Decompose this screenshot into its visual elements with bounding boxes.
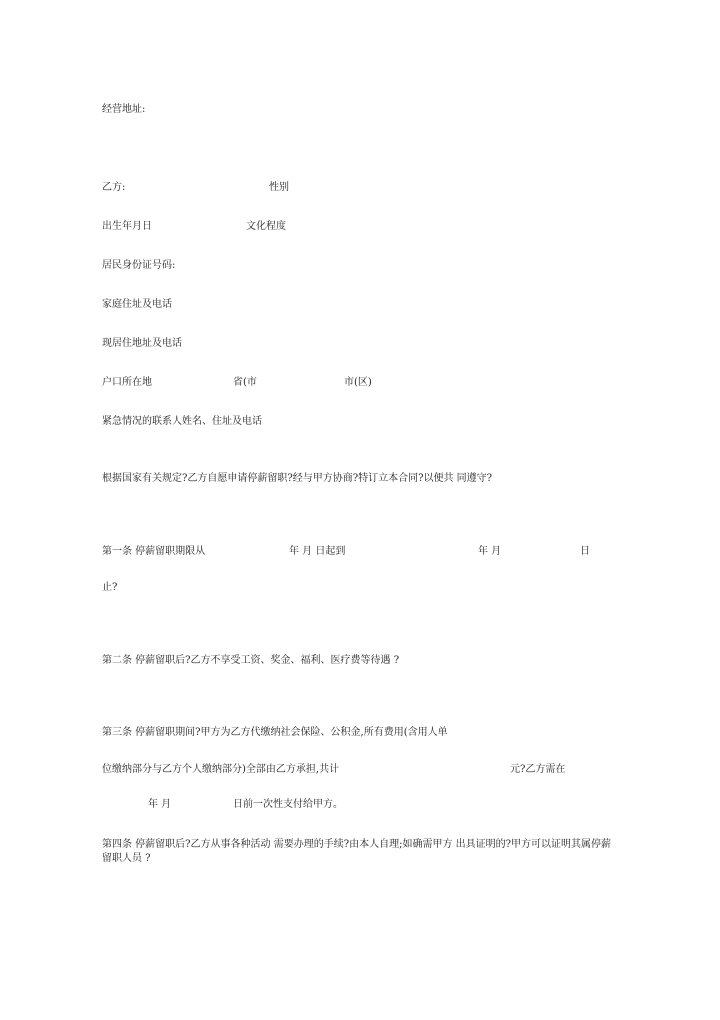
article-1-to-date: 年 月 (478, 546, 502, 557)
article-1-day: 日 (580, 546, 590, 557)
article-3-line-1: 第三条 停薪留职期间?甲方为乙方代缴纳社会保险、公积金,所有费用(含用人单 (102, 727, 448, 738)
gender-label: 性别 (269, 182, 289, 193)
hukou-city-label: 市(区) (344, 377, 372, 388)
business-address-label: 经营地址: (102, 104, 146, 115)
current-address-label: 现居住地址及电话 (102, 338, 182, 349)
party-b-label: 乙方: (102, 182, 126, 193)
hukou-label: 户口所在地 (102, 377, 152, 388)
hukou-province-label: 省(市 (233, 377, 257, 388)
article-3-year-month: 年 月 (148, 799, 172, 810)
preamble-paragraph: 根据国家有关规定?乙方自愿申请停薪留职?经与甲方协商?特订立本合同?以便共 同遵守? (102, 473, 492, 484)
education-label: 文化程度 (246, 221, 286, 232)
article-4-text: 第四条 停薪留职后?乙方从事各种活动 需要办理的手续?由本人自理;如确需甲方 出具证明的?甲方可以证明其属停薪留职人员 ? (102, 839, 611, 864)
article-1-end: 止? (102, 582, 118, 593)
article-3-payment: 日前一次性支付给甲方。 (233, 799, 343, 810)
home-address-label: 家庭住址及电话 (102, 299, 172, 310)
article-1-from-date: 年 月 日起到 (289, 546, 346, 557)
article-3-line-2: 位缴纳部分与乙方个人缴纳部分)全部由乙方承担,共计 (102, 764, 340, 775)
emergency-contact-label: 紧急情况的联系人姓名、住址及电话 (102, 416, 262, 427)
id-number-label: 居民身份证号码: (102, 260, 176, 271)
article-3-yuan: 元?乙方需在 (510, 764, 566, 775)
article-1-text: 第一条 停薪留职期限从 (102, 546, 206, 557)
birth-date-label: 出生年月日 (102, 221, 152, 232)
article-2-text: 第二条 停薪留职后?乙方不享受工资、奖金、福利、医疗费等待遇 ? (102, 655, 400, 666)
